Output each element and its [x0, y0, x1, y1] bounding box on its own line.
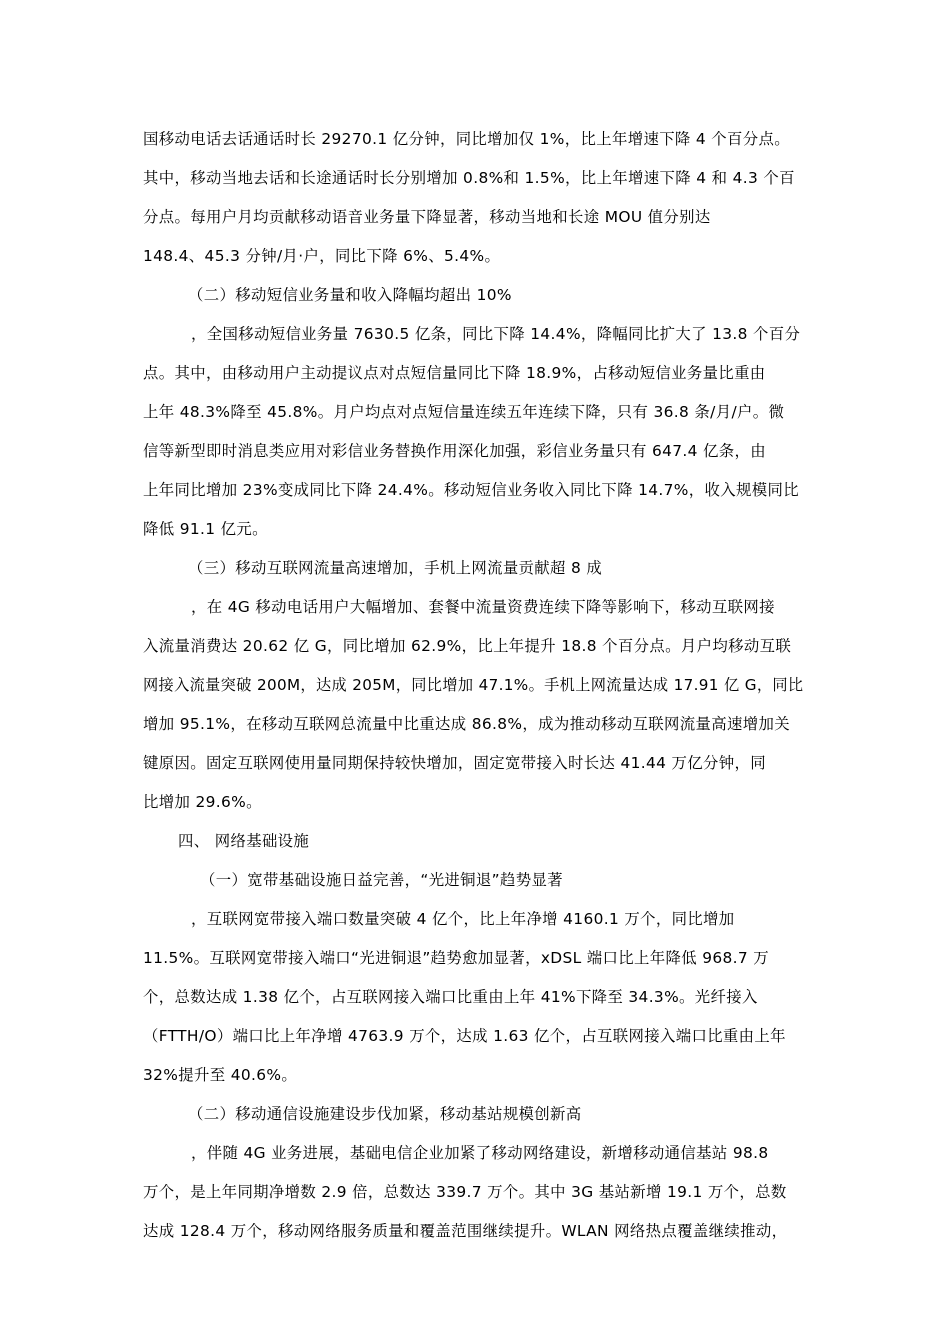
- body-line: 上年 48.3%降至 45.8%。月户均点对点短信量连续五年连续下降，只有 36.8 条/月/户。微: [143, 403, 785, 421]
- body-line: 个，总数达成 1.38 亿个，占互联网接入端口比重由上年 41%下降至 34.3%。光纤接入: [143, 988, 758, 1006]
- paragraph-first-line: ，在 4G 移动电话用户大幅增加、套餐中流量资费连续下降等影响下，移动互联网接: [191, 598, 775, 616]
- body-line: 键原因。固定互联网使用量同期保持较快增加，固定宽带接入时长达 41.44 万亿分钟，同: [143, 754, 766, 772]
- body-line: 万个，是上年同期净增数 2.9 倍，总数达 339.7 万个。其中 3G 基站新增 19.1 万个，总数: [143, 1183, 787, 1201]
- section-heading: （二）移动短信业务量和收入降幅均超出 10%: [188, 286, 512, 304]
- body-line: 其中，移动当地去话和长途通话时长分别增加 0.8%和 1.5%，比上年增速下降 4 和 4.3 个百: [143, 169, 795, 187]
- body-line: 网接入流量突破 200M，达成 205M，同比增加 47.1%。手机上网流量达成 17.91 亿 G，同比: [143, 676, 804, 694]
- body-line: 点。其中，由移动用户主动提议点对点短信量同比下降 18.9%，占移动短信业务量比重由: [143, 364, 766, 382]
- body-line: 达成 128.4 万个，移动网络服务质量和覆盖范围继续提升。WLAN 网络热点覆盖继续推动，: [143, 1222, 788, 1240]
- body-line: 增加 95.1%，在移动互联网总流量中比重达成 86.8%，成为推动移动互联网流量高速增加关: [143, 715, 790, 733]
- body-line: 11.5%。互联网宽带接入端口“光进铜退”趋势愈加显著，xDSL 端口比上年降低 968.7 万: [143, 949, 770, 967]
- section-heading: （二）移动通信设施建设步伐加紧，移动基站规模创新高: [188, 1105, 582, 1123]
- body-line: 148.4、45.3 分钟/月·户，同比下降 6%、5.4%。: [143, 247, 501, 265]
- chapter-heading: 四、 网络基础设施: [178, 832, 310, 850]
- section-heading: （一）宽带基础设施日益完善，“光进铜退”趋势显著: [200, 871, 563, 889]
- paragraph-first-line: ，互联网宽带接入端口数量突破 4 亿个，比上年净增 4160.1 万个，同比增加: [191, 910, 735, 928]
- body-line: 降低 91.1 亿元。: [143, 520, 268, 538]
- body-line: 32%提升至 40.6%。: [143, 1066, 298, 1084]
- body-line: 分点。每用户月均贡献移动语音业务量下降显著，移动当地和长途 MOU 值分别达: [143, 208, 711, 226]
- body-line: 国移动电话去话通话时长 29270.1 亿分钟，同比增加仅 1%，比上年增速下降 4 个百分点。: [143, 130, 791, 148]
- body-line: 信等新型即时消息类应用对彩信业务替换作用深化加强，彩信业务量只有 647.4 亿条，由: [143, 442, 766, 460]
- body-line: 入流量消费达 20.62 亿 G，同比增加 62.9%，比上年提升 18.8 个百分点。月户均移动互联: [143, 637, 792, 655]
- paragraph-first-line: ，全国移动短信业务量 7630.5 亿条，同比下降 14.4%，降幅同比扩大了 13.8 个百分: [191, 325, 801, 343]
- body-line: 上年同比增加 23%变成同比下降 24.4%。移动短信业务收入同比下降 14.7%，收入规模同比: [143, 481, 799, 499]
- paragraph-first-line: ，伴随 4G 业务进展，基础电信企业加紧了移动网络建设，新增移动通信基站 98.8: [191, 1144, 769, 1162]
- body-line: 比增加 29.6%。: [143, 793, 262, 811]
- body-line: （FTTH/O）端口比上年净增 4763.9 万个，达成 1.63 亿个，占互联网接入端口比重由上年: [143, 1027, 786, 1045]
- section-heading: （三）移动互联网流量高速增加，手机上网流量贡献超 8 成: [188, 559, 603, 577]
